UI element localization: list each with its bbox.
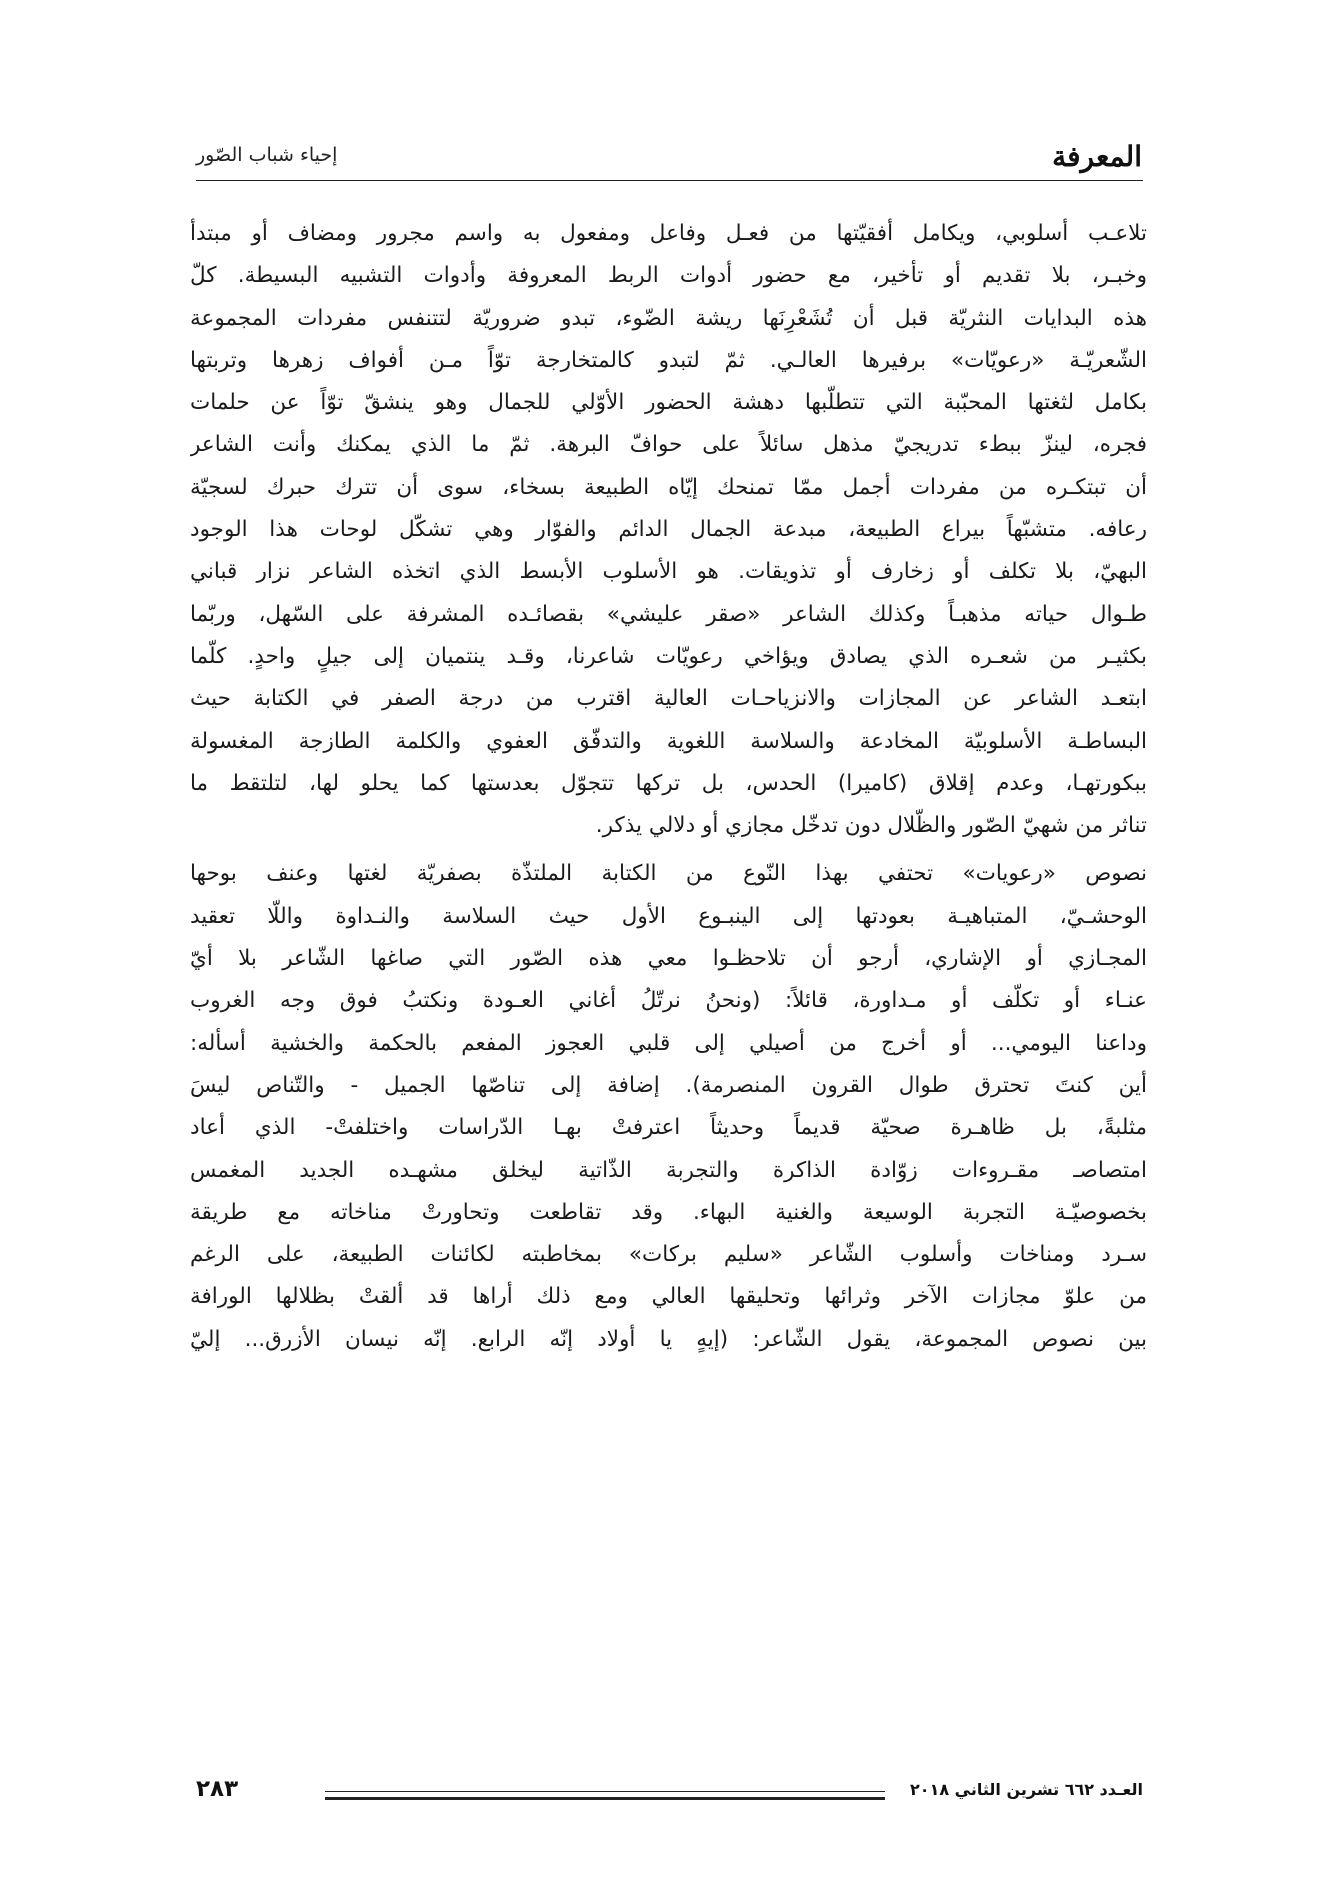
text-line: أن تبتكـره من مفردات أجمل ممّا تمنحك إيّاه الطبيعة بسخاء، سوى أن تترك حبرك لسجيّة	[190, 474, 1147, 500]
text-line: نصوص «رعويات» تحتفي بهذا النّوع من الكتابة الملتذّة بصفريّة لغتها وعنف بوحها	[190, 861, 1147, 887]
text-line: وخبـر، بلا تقديم أو تأخير، مع حضور أدوات الربط المعروفة وأدوات التشبيه البسيطة. كلّ	[190, 263, 1147, 289]
text-line: هذه البدايات النثريّة قبل أن تُشَعْرِنَها ريشة الضّوء، تبدو ضروريّة لتتنفس مفردات المجموعة	[190, 305, 1147, 331]
text-line: البساطـة الأسلوبيّة المخادعة والسلاسة اللغوية والتدفّق العفوي والكلمة الطازجة المغسولة	[190, 728, 1147, 754]
text-line: بين نصوص المجموعة، يقول الشّاعر: (إيهٍ يا أولاد إنّه الرابع. إنّه نيسان الأزرق... إليّ	[190, 1326, 1147, 1352]
text-line: امتصاصـ مقـروءات زوّادة الذاكرة والتجربة الذّاتية ليخلق مشهـده الجديد المغمس	[190, 1157, 1147, 1183]
article-title: إحياء شباب الصّور	[196, 144, 338, 166]
article-body	[190, 213, 1147, 1361]
text-line: عنـاء أو تكلّف أو مـداورة، قائلاً: (ونحنُ نرتّلُ أغاني العـودة ونكتبُ فوق وجه الغروب	[190, 988, 1147, 1014]
text-line: فجره، لينزّ ببطء تدريجيّ مذهل سائلاً على حوافّ البرهة. ثمّ ما الذي يمكنك وأنت الشاعر	[190, 432, 1147, 458]
text-line: تلاعـب أسلوبي، ويكامل أفقيّتها من فعـل وفاعل ومفعول به واسم مجرور ومضاف أو مبتدأ	[190, 221, 1147, 246]
text-line: ابتعـد الشاعر عن المجازات والانزياحـات العالية اقترب من درجة الصفر في الكتابة حيث	[190, 686, 1147, 712]
footer-divider-thin	[325, 1791, 885, 1792]
text-line: أين كنتَ تحترق طوال القرون المنصرمة). إضافة إلى تناصّها الجميل - والتّناص ليسَ	[190, 1072, 1147, 1098]
text-line: سـرد ومناخات وأسلوب الشّاعر «سليم بركات» بمخاطبته لكائنات الطبيعة، على الرغم	[190, 1242, 1147, 1268]
text-line: مثلبةً، بل ظاهـرة صحيّة قديماً وحديثاً اعترفتْ بهـا الدّراسات واختلفتْ- الذي أعاد	[190, 1115, 1147, 1141]
text-line: الشّعريّـة «رعويّات» برفيرها العالـي. ثمّ لتبدو كالمتخارجة توّاً مـن أفواف زهرها وتربتها	[190, 347, 1147, 373]
text-line: بخصوصيّـة التجربة الوسيعة والغنية البهاء. وقد تقاطعت وتحاورتْ مناخاته مع طريقة	[190, 1199, 1147, 1225]
paragraph-1	[190, 213, 1147, 847]
text-line: رعافه. متشبّهاً بيراع الطبيعة، مبدعة الجمال الدائم والفوّار وهي تشكّل لوحات هذا الوجود	[190, 517, 1147, 543]
text-line: وداعنا اليومي... أو أخرج من أصيلي إلى قلبي العجوز المفعم بالحكمة والخشية أسأله:	[190, 1030, 1147, 1056]
text-line: الوحشـيّ، المتباهيـة بعودتها إلى الينبـوع الأول حيث السلاسة والنـداوة واللّا تعقيد	[190, 903, 1147, 929]
text-line: ببكورتهـا، وعدم إقلاق (كاميرا) الحدس، بل تركها تتجوّل بعدستها كما يحلو لها، لتلتقط ما	[190, 770, 1147, 796]
text-line: تناثر من شهيّ الصّور والظّلال دون تدخّل مجازي أو دلالي يذكر.	[595, 813, 1147, 839]
magazine-logo: المعرفة	[1052, 140, 1142, 173]
text-line: المجـازي أو الإشاري، أرجو أن تلاحظـوا معي هذه الصّور التي صاغها الشّاعر بلا أيّ	[190, 946, 1147, 972]
paragraph-2	[190, 853, 1147, 1361]
issue-info: العـدد ٦٦٢ تشرين الثاني ٢٠١٨	[910, 1780, 1143, 1799]
text-line: طـوال حياته مذهبـاً وكذلك الشاعر «صقر عليشي» بقصائـده المشرفة على السّهل، وربّما	[190, 601, 1147, 627]
text-line: بكثيـر من شعـره الذي يصادق ويؤاخي رعويّات شاعرنا، وقـد ينتميان إلى جيلٍ واحدٍ. كلّما	[190, 643, 1147, 669]
footer-divider-thick	[325, 1797, 885, 1800]
page-number: ٢٨٣	[196, 1776, 239, 1802]
text-line: بكامل لثغتها المحبّبة التي تتطلّبها دهشة الحضور الأوّلي للجمال وهو ينشقّ توّاً عن حلمات	[190, 390, 1147, 416]
text-line: البهيّ، بلا تكلف أو زخارف أو تذويقات. هو الأسلوب الأبسط الذي اتخذه الشاعر نزار قباني	[190, 559, 1147, 585]
text-line: من علوّ مجازات الآخر وثرائها وتحليقها العالي ومع ذلك أراها قد ألقتْ بظلالها الورافة	[190, 1284, 1147, 1310]
header-divider	[196, 180, 1143, 181]
